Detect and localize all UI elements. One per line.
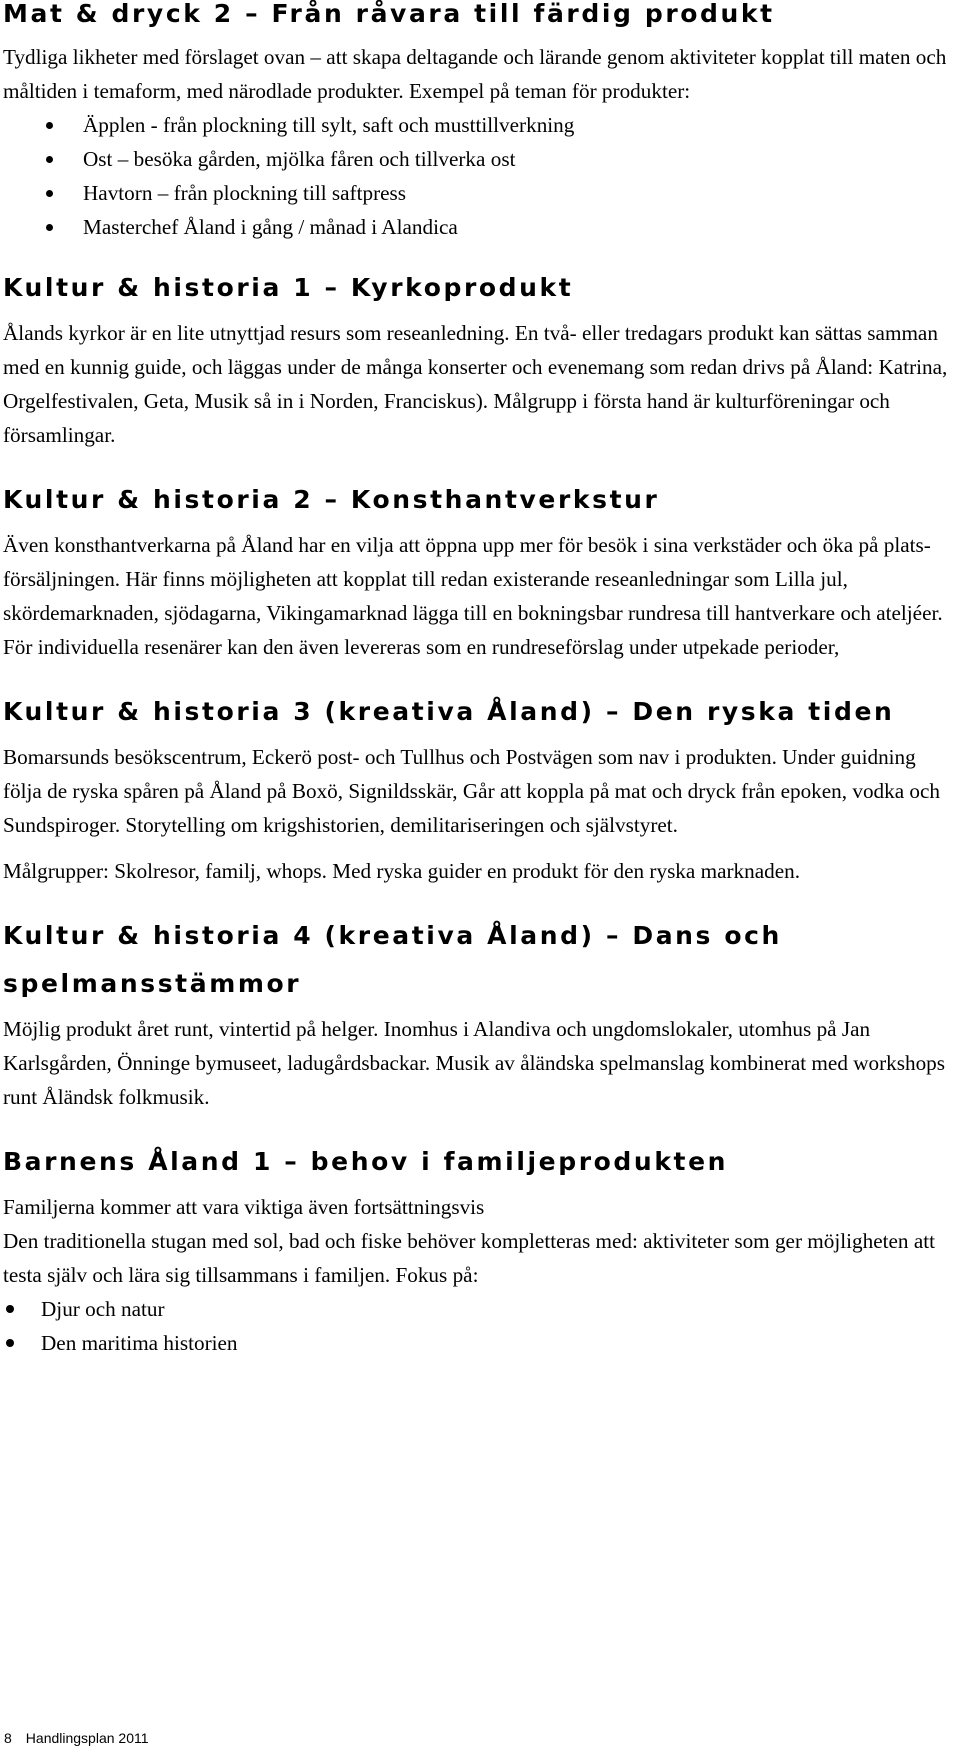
bullet-list: [3, 108, 951, 244]
list-item: Havtorn – från plockning till saftpress: [3, 176, 951, 210]
section-paragraph: Tydliga likheter med förslaget ovan – att skapa deltagande och lärande genom aktiviteter kopplat till maten och måltiden i temaform, med närodlade produkter. Exempel på teman för produkter:: [3, 45, 947, 103]
section-paragraph: Målgrupper: Skolresor, familj, whops. Med ryska guider en produkt för den ryska marknaden.: [3, 859, 801, 883]
page-number: 8: [4, 1730, 12, 1746]
section-paragraph: Möjlig produkt året runt, vintertid på helger. Inomhus i Alandiva och ungdomslokaler, utomhus på Jan Karlsgården, Önninge bymuseet, ladugårdsbackar. Musik av åländska spelmanslag kombinerat med workshops runt Åländsk folkmusik.: [3, 1017, 946, 1109]
list-item: Djur och natur: [3, 1292, 951, 1326]
section-paragraph: Ålands kyrkor är en lite utnyttjad resurs som reseanledning. En två- eller tredagars produkt kan sättas samman med en kunnig guide, och läggas under de många konserter och evenemang som redan drivs på Åland: Katrina, Orgelfestivalen, Geta, Musik så in i Norden, Franciskus). Målgrupp i första hand är kulturföreningar och församlingar.: [3, 321, 948, 447]
list-item: Masterchef Åland i gång / månad i Alandica: [3, 210, 951, 244]
section-paragraph: Familjerna kommer att vara viktiga även fortsättningsvis: [3, 1195, 485, 1219]
section-paragraph: Den traditionella stugan med sol, bad och fiske behöver kompletteras med: aktiviteter som ger möjligheten att testa själv och lära sig tillsammans i familjen. Fokus på:: [3, 1229, 935, 1287]
section-heading: Mat & dryck 2 – Från råvara till färdig produkt: [3, 0, 775, 28]
section-heading: Kultur & historia 1 – Kyrkoprodukt: [3, 273, 574, 302]
document-title: Handlingsplan 2011: [25, 1730, 149, 1746]
bullet-list: [3, 1292, 951, 1360]
section-kultur-historia-1: [3, 264, 951, 452]
page-footer: [4, 1728, 149, 1748]
list-item: Äpplen - från plockning till sylt, saft och musttillverkning: [3, 108, 951, 142]
document-body: [3, 0, 951, 1360]
section-paragraph: Bomarsunds besökscentrum, Eckerö post- och Tullhus och Postvägen som nav i produkten. Under guidning följa de ryska spåren på Åland på Boxö, Signildsskär, Går att koppla på mat och dryck från epoken, vodka och Sundspiroger. Storytelling om krigshistorien, demilitariseringen och självstyret.: [3, 745, 941, 837]
section-heading: Kultur & historia 3 (kreativa Åland) – Den ryska tiden: [3, 697, 895, 726]
section-heading: Barnens Åland 1 – behov i familjeprodukten: [3, 1147, 729, 1176]
list-item: Den maritima historien: [3, 1326, 951, 1360]
section-heading: Kultur & historia 2 – Konsthantverkstur: [3, 485, 660, 514]
list-item: Ost – besöka gården, mjölka fåren och tillverka ost: [3, 142, 951, 176]
section-heading: Kultur & historia 4 (kreativa Åland) – Dans och spelmansstämmor: [3, 921, 782, 998]
section-kultur-historia-3: [3, 688, 951, 888]
section-kultur-historia-4: [3, 912, 951, 1114]
section-kultur-historia-2: [3, 476, 951, 664]
section-paragraph: Även konsthantverkarna på Åland har en vilja att öppna upp mer för besök i sina verkstäder och öka på plats-försäljningen. Här finns möjligheten att kopplat till redan existerande reseanledningar som Lilla jul, skördemarknaden, sjödagarna, Vikingamarknad lägga till en bokningsbar rundresa till hantverkare och ateljéer. För individuella resenärer kan den även levereras som en rundreseförslag under utpekade perioder,: [3, 533, 943, 659]
section-barnens-aland-1: [3, 1138, 951, 1360]
section-mat-dryck-2: [3, 0, 951, 244]
